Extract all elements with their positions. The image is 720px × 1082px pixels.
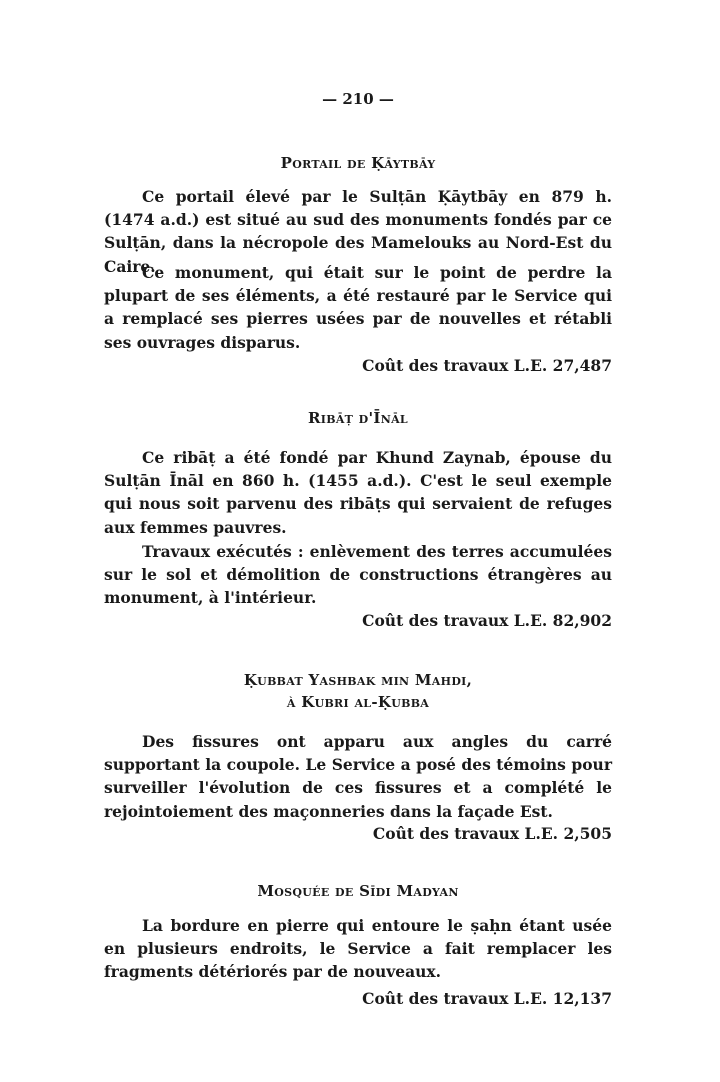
section-heading-portail: Portail de Ḳāytbāy [280,154,436,172]
section-heading-ribat: Ribāṭ d'Īnāl [308,409,408,427]
paragraph: Ce monument, qui était sur le point de perdre la plupart de ses éléments, a été restauré par le Service qui a remplacé ses pierres usées par de nouvelles et rétabli ses ouvrages disparus. [104,263,612,352]
paragraph: Ce ribāṭ a été fondé par Khund Zaynab, épouse du Sulṭān Īnāl en 860 h. (1455 a.d.). C'est le seul exemple qui nous soit parvenu des ribāṭs qui servaient de refuges aux femmes pauvres. [104,448,612,537]
section-heading-mosquee: Mosquée de Sīdi Madyan [257,882,459,900]
paragraph: Des fissures ont apparu aux angles du carré supportant la coupole. Le Service a posé des témoins pour surveiller l'évolution de ces fissures et a complété le rejointoiement des maçonneries dans la façade Est. [104,732,612,821]
paragraph: La bordure en pierre qui entoure le ṣaḥn étant usée en plusieurs endroits, le Service a fait remplacer les fragments détériorés par de nouveaux. [104,916,612,982]
page-number: — 210 — [322,90,394,108]
cost-line: Coût des travaux L.E. 12,137 [362,989,612,1008]
paragraph: Ce portail élevé par le Sulṭān Ḳāytbāy en 879 h. (1474 a.d.) est situé au sud des monuments fondés par ce Sulṭān, dans la nécropole des Mamelouks au Nord-Est du Caire. [104,187,612,276]
paragraph: Travaux exécutés : enlèvement des terres accumulées sur le sol et démolition de constructions étrangères au monument, à l'intérieur. [104,542,612,608]
cost-line: Coût des travaux L.E. 82,902 [362,611,612,630]
cost-line: Coût des travaux L.E. 27,487 [362,356,612,375]
section-heading-kubbat-subtitle: à Kubri al-Ḳubba [286,693,430,711]
cost-line: Coût des travaux L.E. 2,505 [372,824,612,843]
section-heading-kubbat: Ḳubbat Yashbak min Mahdi, [243,671,473,689]
